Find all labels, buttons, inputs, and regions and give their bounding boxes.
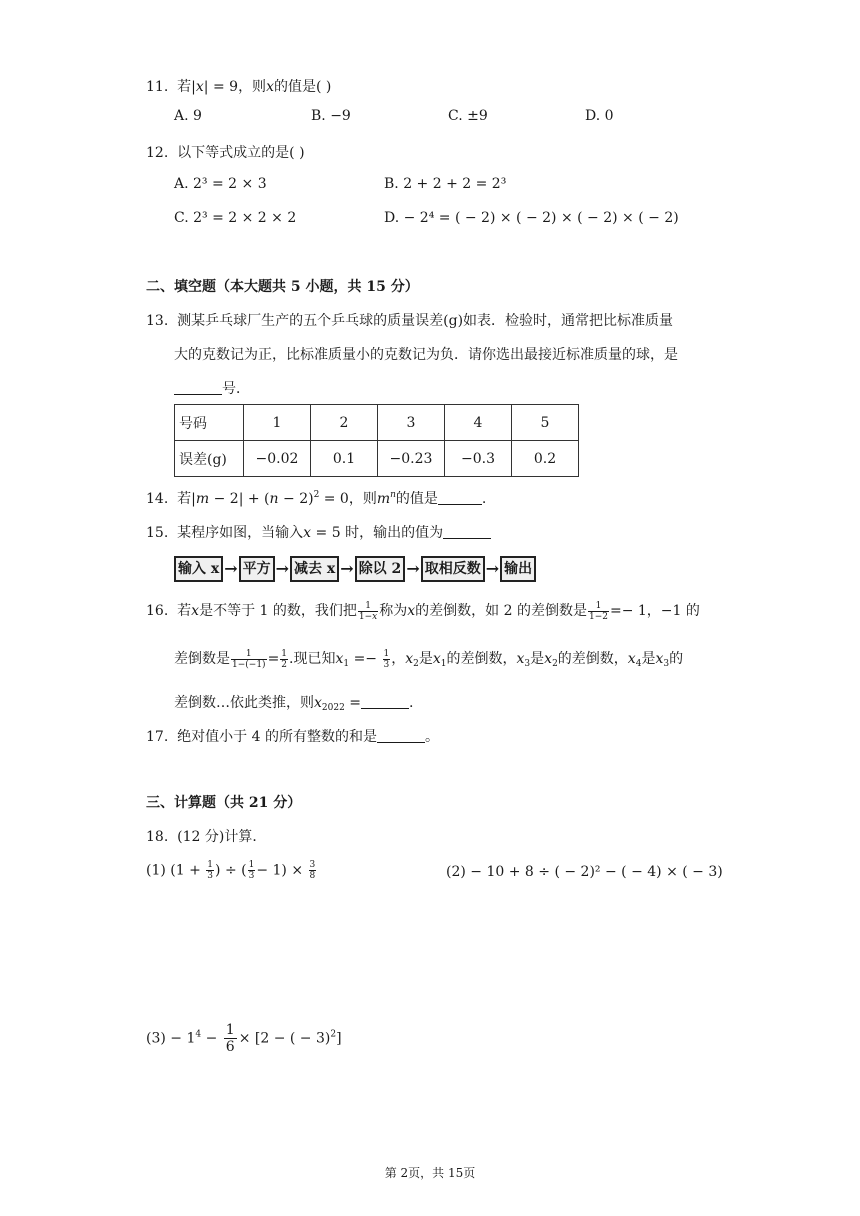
q16-line1: 16. 若x是不等于 1 的数，我们把 $\frac{1}{1-x}$ 称为x的差倒数，如 2 的差倒数是 $\frac{1}{1-2}$ =− 1，−1 的 [146, 600, 700, 622]
flow-box-divide: 除以 2 [355, 556, 406, 582]
q18-part1: (1) (1 + $\frac{1}{3}$ ) ÷ ( $\frac{1}{3}$ − 1) × $\frac{3}{8}$ [146, 860, 316, 881]
table-row [175, 441, 579, 477]
question-number: 15. [146, 525, 169, 541]
question-number: 11. [146, 79, 169, 95]
fraction: $\frac{1}{2}$ [281, 648, 288, 670]
question-number: 17. [146, 729, 169, 745]
q12-stem: 12. 以下等式成立的是( ) [146, 145, 305, 161]
question-number: 14. [146, 491, 169, 507]
table-cell: 1 [244, 405, 311, 441]
q17-stem: 17. 绝对值小于 4 的所有整数的和是 。 [146, 729, 439, 745]
q11-stem: 11. 若|x| = 9，则x的值是( ) [146, 79, 332, 95]
table-cell: −0.23 [378, 441, 445, 477]
fraction: $\frac{1}{1-2}$ [588, 600, 608, 622]
fraction: $\frac{1}{3}$ [248, 860, 255, 881]
flow-box-input: 输入 x [174, 556, 223, 582]
fraction: $\frac{1}{6}$ [225, 1022, 235, 1055]
arrow-icon: → [485, 559, 500, 578]
flow-box-negate: 取相反数 [421, 556, 485, 582]
math-expr: x = 5 [303, 525, 341, 541]
table-cell: 3 [378, 405, 445, 441]
q12-option-b: B. 2 + 2 + 2 = 2³ [384, 176, 507, 192]
q13-line2: 大的克数记为正，比标准质量小的克数记为负．请你选出最接近标准质量的球，是 [174, 347, 678, 363]
table-row [175, 405, 579, 441]
table-cell: 0.2 [512, 441, 579, 477]
q13-line3: 号． [174, 378, 250, 398]
answer-blank[interactable] [174, 380, 222, 395]
table-cell: 5 [512, 405, 579, 441]
question-number: 12. [146, 145, 169, 161]
arrow-icon: → [406, 559, 420, 578]
q11-option-a: A. 9 [174, 108, 202, 124]
answer-blank[interactable] [443, 524, 491, 539]
q11-option-b: B. −9 [311, 108, 351, 124]
arrow-icon: → [224, 559, 238, 578]
q11-option-c: C. ±9 [448, 108, 488, 124]
q13-line1: 13. 测某乒乓球厂生产的五个乒乓球的质量误差(g)如表．检验时，通常把比标准质量 [146, 313, 674, 329]
q18-stem: 18. (12 分)计算． [146, 829, 267, 845]
q18-part2: (2) − 10 + 8 ÷ ( − 2)² − ( − 4) × ( − 3) [446, 864, 723, 880]
error-table [174, 404, 579, 477]
q16-line3: 差倒数…依此类推，则$x_{2022}$ = . [174, 695, 414, 713]
q18-part3: $(3) - 1^4$ − $\frac{1}{6}$ × [2 − ( − 3)$^2$] [146, 1022, 342, 1055]
table-cell: 2 [311, 405, 378, 441]
math-expr: $|m - 2| + (n - 2)^2 = 0$ [191, 490, 349, 507]
q12-option-c: C. 2³ = 2 × 2 × 2 [174, 210, 297, 226]
fraction: $\frac{1}{3}$ [383, 648, 390, 670]
table-cell: −0.02 [244, 441, 311, 477]
program-flowchart [174, 556, 536, 582]
math-expr: |x| = 9 [191, 79, 239, 95]
flow-box-output: 输出 [500, 556, 536, 582]
table-cell: 误差(g) [175, 441, 244, 477]
q12-option-d: D. − 2⁴ = ( − 2) × ( − 2) × ( − 2) × ( − 2) [384, 210, 679, 226]
q16-line2: 差倒数是 $\frac{1}{1-(-1)}$ = $\frac{1}{2}$ .现已知$x_1$ =− $\frac{1}{3}$ ，$x_2$是$x_1$的差倒数，$x_3$是$x_2$的差倒数，$x_4$是$x_3$的 [174, 648, 684, 670]
arrow-icon: → [340, 559, 354, 578]
table-cell: 号码 [175, 405, 244, 441]
question-number: 16. [146, 603, 169, 619]
q12-option-a: A. 2³ = 2 × 3 [174, 176, 267, 192]
section-title-fill-in: 二、填空题（本大题共 5 小题，共 15 分） [146, 279, 419, 295]
answer-blank[interactable] [377, 728, 425, 743]
flow-box-subtract: 减去 x [290, 556, 339, 582]
q14-stem: 14. 若$|m - 2| + (n - 2)^2 = 0$，则$m^n$的值是 . [146, 490, 487, 507]
answer-blank[interactable] [438, 490, 482, 505]
fraction: $\frac{3}{8}$ [309, 860, 316, 881]
table-cell: 0.1 [311, 441, 378, 477]
arrow-icon: → [275, 559, 290, 578]
section-title-calculation: 三、计算题（共 21 分） [146, 795, 302, 811]
table-cell: 4 [445, 405, 512, 441]
flow-box-square: 平方 [239, 556, 275, 582]
q15-stem: 15. 某程序如图，当输入x = 5 时，输出的值为 [146, 522, 491, 542]
fraction: $\frac{1}{1-x}$ [358, 600, 378, 622]
q11-option-d: D. 0 [585, 108, 614, 124]
fraction: $\frac{1}{3}$ [207, 860, 214, 881]
answer-blank[interactable] [361, 694, 409, 709]
question-number: 18. [146, 829, 169, 845]
table-cell: −0.3 [445, 441, 512, 477]
question-number: 13. [146, 313, 169, 329]
page-footer: 第 2页，共 15页 [384, 1166, 476, 1180]
fraction: $\frac{1}{1-(-1)}$ [232, 648, 266, 670]
